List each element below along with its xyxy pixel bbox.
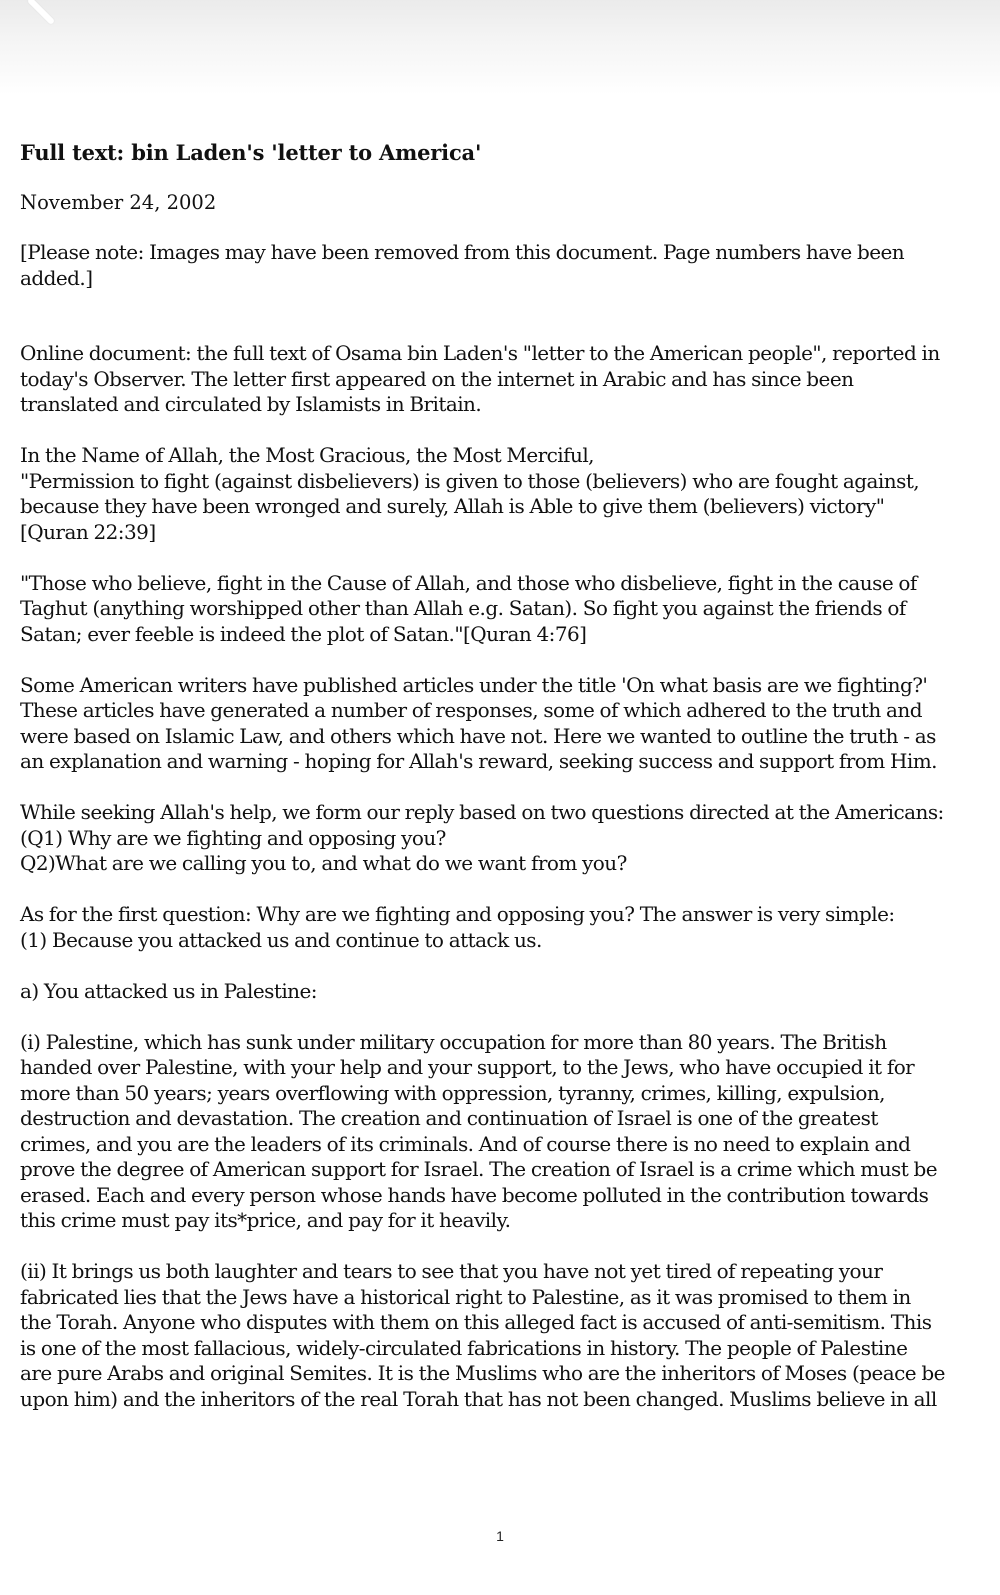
text-line: this crime must pay its*price, and pay for it heavily.	[20, 1208, 511, 1232]
paragraph-quote	[20, 571, 980, 648]
note-line: [Please note: Images may have been removed from this document. Page numbers have been	[20, 240, 905, 264]
text-line: [Quran 22:39]	[20, 519, 156, 544]
text-line: "Permission to fight (against disbelievers) is given to those (believers) who are fought against,	[20, 468, 920, 493]
text-line: Online document: the full text of Osama bin Laden's "letter to the American people", reported in	[20, 341, 940, 365]
paragraph-subheading	[20, 979, 980, 1005]
text-line: the Torah. Anyone who disputes with them on this alleged fact is accused of anti-semitism. This	[20, 1310, 932, 1334]
paragraph-context	[20, 673, 980, 775]
text-line: more than 50 years; years overflowing with oppression, tyranny, crimes, killing, expulsion,	[20, 1080, 885, 1105]
text-line: Taghut (anything worshipped other than Allah e.g. Satan). So fight you against the friends of	[20, 596, 906, 620]
text-line: are pure Arabs and original Semites. It is the Muslims who are the inheritors of Moses (peace be	[20, 1361, 945, 1385]
text-line: Some American writers have published articles under the title 'On what basis are we fighting?'	[20, 672, 928, 697]
text-line: destruction and devastation. The creation and continuation of Israel is one of the greatest	[20, 1106, 878, 1130]
text-line: These articles have generated a number of responses, some of which adhered to the truth and	[20, 698, 922, 722]
paragraph-point-i	[20, 1030, 980, 1234]
text-line: fabricated lies that the Jews have a historical right to Palestine, as it was promised to them in	[20, 1284, 911, 1309]
text-line: Q2)What are we calling you to, and what do we want from you?	[20, 851, 627, 875]
text-line: "Those who believe, fight in the Cause of Allah, and those who disbelieve, fight in the cause of	[20, 570, 917, 595]
text-line: While seeking Allah's help, we form our reply based on two questions directed at the Americans:	[20, 800, 944, 824]
text-line: prove the degree of American support for Israel. The creation of Israel is a crime which must be	[20, 1157, 938, 1181]
text-line: is one of the most fallacious, widely-circulated fabrications in history. The people of Palestine	[20, 1335, 908, 1360]
text-line: a) You attacked us in Palestine:	[20, 978, 317, 1003]
text-line: As for the first question: Why are we fighting and opposing you? The answer is very simple:	[20, 902, 895, 926]
paragraph-questions	[20, 800, 980, 877]
document-date: November 24, 2002	[20, 191, 217, 214]
page-number: 1	[496, 1528, 504, 1544]
paragraph-first-answer	[20, 902, 980, 953]
top-shadow	[0, 0, 1000, 95]
text-line: Satan; ever feeble is indeed the plot of Satan."[Quran 4:76]	[20, 621, 587, 646]
text-line: (Q1) Why are we fighting and opposing you?	[20, 825, 446, 850]
paragraph-point-ii	[20, 1259, 980, 1412]
text-line: (1) Because you attacked us and continue to attack us.	[20, 927, 542, 952]
editor-note	[20, 240, 980, 291]
paragraph-intro	[20, 341, 980, 418]
text-line: handed over Palestine, with your help and your support, to the Jews, who have occupied it for	[20, 1055, 915, 1079]
text-line: (ii) It brings us both laughter and tears to see that you have not yet tired of repeating your	[20, 1259, 883, 1283]
text-line: upon him) and the inheritors of the real Torah that has not been changed. Muslims believe in all	[20, 1386, 937, 1411]
text-line: In the Name of Allah, the Most Gracious, the Most Merciful,	[20, 443, 594, 467]
text-line: translated and circulated by Islamists in Britain.	[20, 392, 482, 416]
text-line: an explanation and warning - hoping for Allah's reward, seeking success and support from Him.	[20, 749, 937, 773]
text-line: were based on Islamic Law, and others which have not. Here we wanted to outline the truth - as	[20, 723, 936, 748]
text-line: because they have been wronged and surely, Allah is Able to give them (believers) victory"	[20, 494, 885, 518]
document-title: Full text: bin Laden's 'letter to America'	[20, 140, 482, 165]
paragraph-invocation	[20, 443, 980, 545]
text-line: today's Observer. The letter first appeared on the internet in Arabic and has since been	[20, 366, 854, 391]
text-line: crimes, and you are the leaders of its criminals. And of course there is no need to explain and	[20, 1131, 911, 1156]
text-line: (i) Palestine, which has sunk under military occupation for more than 80 years. The British	[20, 1029, 887, 1054]
note-line: added.]	[20, 265, 93, 290]
document-page	[20, 140, 980, 1412]
text-line: erased. Each and every person whose hands have become polluted in the contribution towards	[20, 1182, 929, 1207]
